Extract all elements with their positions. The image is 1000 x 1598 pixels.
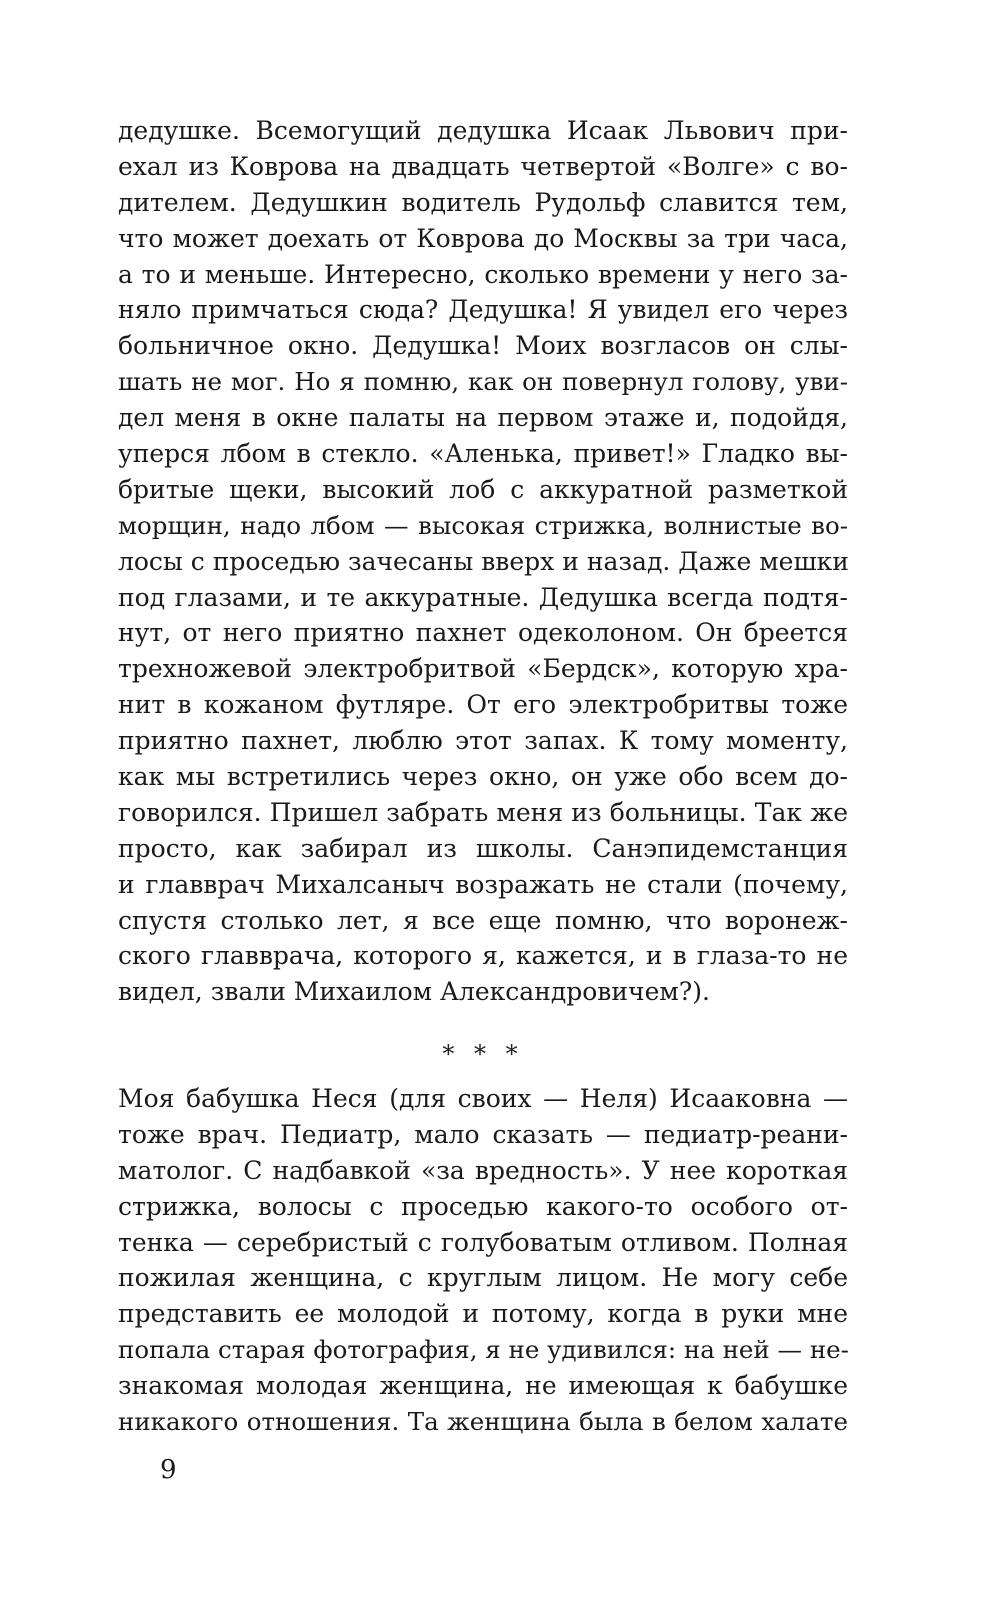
text-line: трехножевой электробритвой «Бердск», которую хра-: [118, 654, 848, 684]
text-line: бритые щеки, высокий лоб с аккуратной разметкой: [118, 474, 848, 504]
text-line: приятно пахнет, люблю этот запах. К тому моменту,: [118, 726, 848, 756]
text-line: попала старая фотография, я не удивился: на ней — не-: [118, 1335, 849, 1365]
text-line: больничное окно. Дедушка! Моих возгласов он слы-: [118, 331, 848, 361]
text-line: дедушке. Всемогущий дедушка Исаак Львович при-: [118, 116, 848, 145]
text-line: а то и меньше. Интересно, сколько времени у него за-: [118, 259, 848, 289]
text-line: ехал из Коврова на двадцать четвертой «Волге» с во-: [118, 151, 848, 181]
text-line: нит в кожаном футляре. От его электробритвы тоже: [118, 690, 848, 720]
text-line: дел меня в окне палаты на первом этаже и, подойдя,: [118, 403, 848, 433]
text-line: Моя бабушка Неся (для своих — Неля) Исааковна —: [118, 1084, 848, 1113]
text-line: что может доехать от Коврова до Москвы за три часа,: [118, 223, 848, 253]
text-line: лосы с проседью зачесаны вверх и назад. Даже мешки: [118, 546, 849, 576]
text-line: морщин, надо лбом — высокая стрижка, волнистые во-: [118, 510, 848, 540]
text-line: и главврач Михалсаныч возражать не стали (почему,: [118, 869, 848, 899]
text-line: уперся лбом в стекло. «Аленька, привет!» Гладко вы-: [118, 439, 848, 469]
text-line: под глазами, и те аккуратные. Дедушка всегда подтя-: [118, 582, 848, 612]
section-separator: * * *: [442, 1040, 524, 1068]
text-line: дителем. Дедушкин водитель Рудольф славится тем,: [118, 187, 848, 217]
text-line: няло примчаться сюда? Дедушка! Я увидел его через: [118, 295, 848, 325]
text-line: видел, звали Михаилом Александровичем?).: [118, 977, 710, 1007]
text-line: знакомая молодая женщина, не имеющая к бабушке: [118, 1371, 848, 1401]
text-line: никакого отношения. Та женщина была в белом халате: [118, 1407, 848, 1437]
text-line: пожилая женщина, с круглым лицом. Не могу себе: [118, 1263, 848, 1293]
text-line: говорился. Пришел забрать меня из больницы. Так же: [118, 797, 848, 827]
text-line: нут, от него приятно пахнет одеколоном. Он бреется: [118, 618, 848, 648]
page-number: 9: [160, 1455, 177, 1485]
paragraph-grandfather: [118, 113, 848, 1010]
text-line: шать не мог. Но я помню, как он повернул голову, уви-: [118, 367, 848, 397]
text-line: матолог. С надбавкой «за вредность». У нее короткая: [118, 1155, 848, 1185]
text-line: стрижка, волосы с проседью какого-то особого от-: [118, 1191, 848, 1221]
text-line: ского главврача, которого я, кажется, и в глаза-то не: [118, 941, 848, 971]
text-line: просто, как забирал из школы. Санэпидемстанция: [118, 833, 848, 863]
text-line: как мы встретились через окно, он уже обо всем до-: [118, 762, 848, 792]
text-line: тенка — серебристый с голубоватым отливом. Полная: [118, 1227, 848, 1257]
text-line: тоже врач. Педиатр, мало сказать — педиатр-реани-: [118, 1119, 848, 1149]
text-line: спустя столько лет, я все еще помню, что воронеж-: [118, 905, 848, 935]
text-line: представить ее молодой и потому, когда в руки мне: [118, 1299, 848, 1329]
paragraph-grandmother: [118, 1081, 848, 1440]
